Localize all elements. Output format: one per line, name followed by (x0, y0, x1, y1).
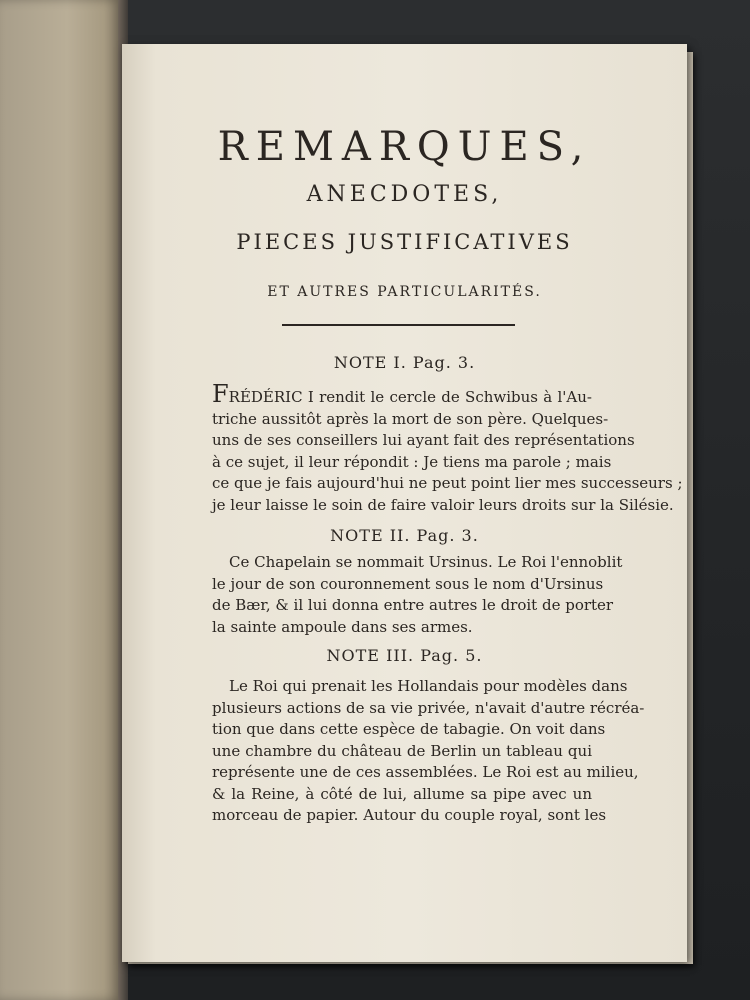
paragraph-line (212, 380, 592, 409)
paragraph-line: Le Roi qui prenait les Hollandais pour modèles dans (229, 677, 628, 695)
drop-cap: F (212, 380, 229, 408)
paragraph-line: à ce sujet, il leur répondit : Je tiens ma parole ; mais (212, 452, 612, 471)
paragraph-line: morceau de papier. Autour du couple royal, sont les (212, 806, 607, 824)
page-subtitle-2: PIECES JUSTIFICATIVES (236, 230, 573, 254)
paragraph-line: uns de ses conseillers lui ayant fait des représentations (212, 431, 635, 449)
paragraph-line: le jour de son couronnement sous le nom d'Ursinus (212, 574, 604, 593)
page-subtitle-3: ET AUTRES PARTICULARITÉS. (267, 284, 542, 300)
paragraph-line: & la Reine, à côté de lui, allume sa pipe avec un (212, 784, 592, 803)
paragraph-line: représente une de ces assemblées. Le Roi est au milieu, (212, 763, 639, 781)
note-paragraph-3 (212, 676, 645, 827)
note-paragraph-1 (212, 380, 683, 516)
note-heading-2: NOTE II. Pag. 3. (330, 526, 479, 545)
paragraph-line: la sainte ampoule dans ses armes. (212, 617, 473, 636)
title-rule (282, 324, 515, 326)
paragraph-line: tion que dans cette espèce de tabagie. On voit dans (212, 720, 606, 738)
book-page (122, 44, 687, 962)
paragraph-line: une chambre du château de Berlin un tableau qui (212, 741, 592, 760)
line-text: RÉDÉRIC I rendit le cercle de Schwibus à l'Au- (228, 388, 592, 406)
paragraph-line: de Bær, & il lui donna entre autres le droit de porter (212, 596, 614, 614)
book-cover-board (0, 0, 122, 1000)
page-title: REMARQUES, (217, 124, 592, 170)
note-paragraph-2 (212, 552, 623, 638)
paragraph-line: plusieurs actions de sa vie privée, n'avait d'autre récréa- (212, 698, 645, 717)
paragraph-line: Ce Chapelain se nommait Ursinus. Le Roi l'ennoblit (229, 553, 623, 571)
paragraph-line: ce que je fais aujourd'hui ne peut point lier mes successeurs ; (212, 474, 683, 492)
note-heading-3: NOTE III. Pag. 5. (326, 646, 483, 665)
paragraph-line: je leur laisse le soin de faire valoir leurs droits sur la Silésie. (212, 495, 674, 514)
paragraph-line: triche aussitôt après la mort de son père. Quelques- (212, 409, 609, 428)
page-subtitle-1: ANECDOTES, (306, 182, 503, 207)
note-heading-1: NOTE I. Pag. 3. (333, 353, 476, 372)
